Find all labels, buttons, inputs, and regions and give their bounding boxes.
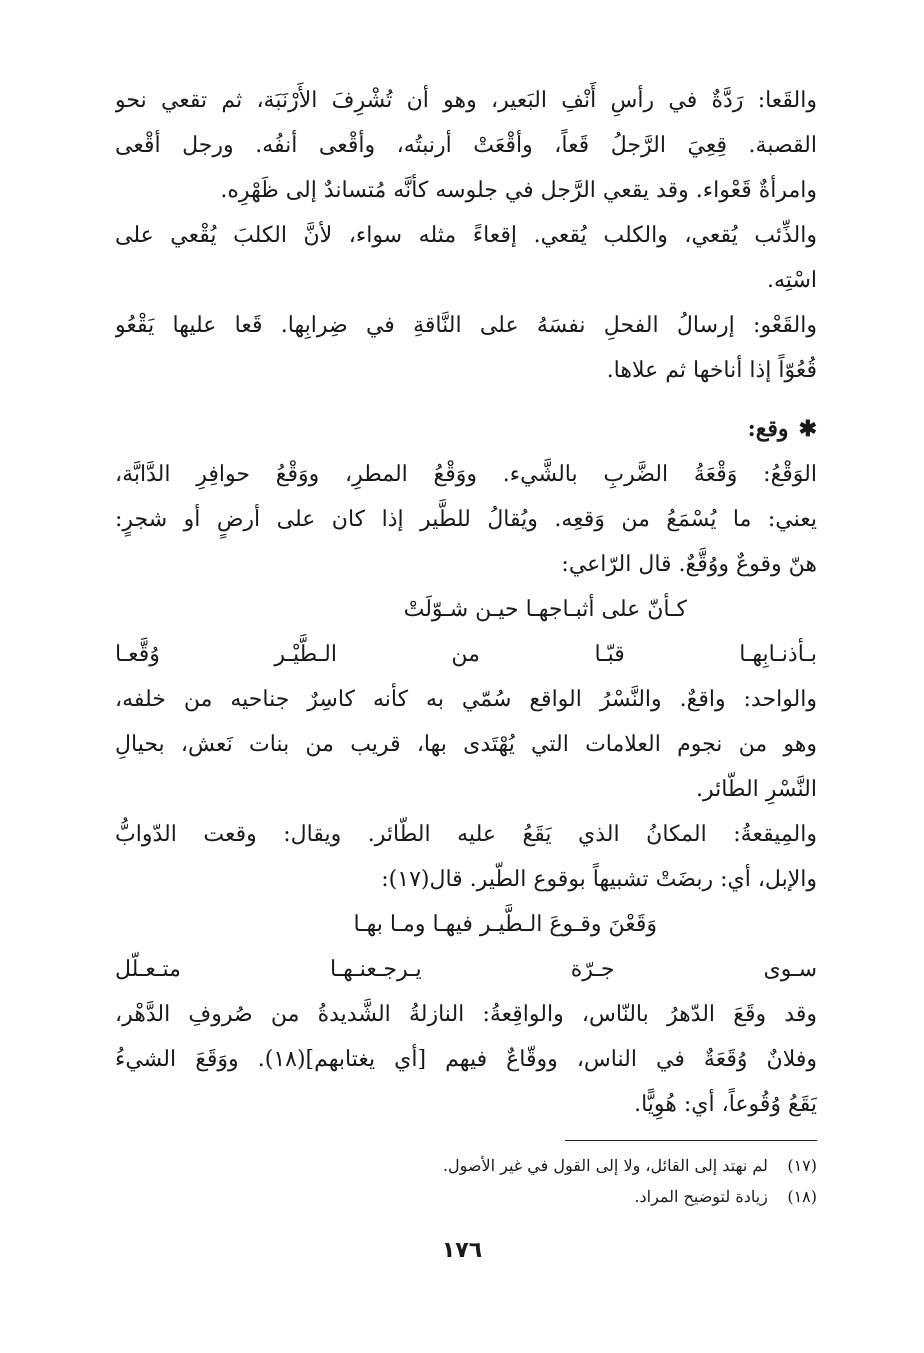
text-line: وفلانٌ وُقَعَةٌ في الناس، ووقّاعٌ فيهم [أي يغتابهم](١٨). ووَقَعَ الشيءُ: [115, 1047, 817, 1072]
footnotes: [115, 1150, 817, 1212]
text-line: اسْتِه.: [767, 268, 817, 293]
footnote-number: (١٨): [787, 1187, 817, 1206]
text-line: والقَعْو: إرسالُ الفحلِ نفسَهُ على النَّاقةِ في ضِرابِها. قَعا عليها يَقْعُو: [115, 313, 817, 338]
text-line: وهو من نجوم العلامات التي يُهْتَدى بها، قريب من بنات نَعش، بحيالِ: [115, 732, 817, 757]
text-line: هنّ وقوعٌ ووُقَّعٌ. قال الرّاعي:: [561, 552, 817, 577]
page-number: ١٧٦: [441, 1238, 483, 1263]
verse-line: سـوى جـرّة يـرجـعنـهـا متـعـلّل: [115, 957, 817, 982]
text-line: النَّسْرِ الطّائر.: [695, 777, 817, 802]
text-line: والمِيقعةُ: المكانُ الذي يَقَعُ عليه الطّائر. ويقال: وقعت الدّوابُّ: [115, 822, 817, 847]
footnote-item: [115, 1181, 817, 1212]
text-line: يعني: ما يُسْمَعُ من وَقعِه. ويُقالُ للطَّير إذا كان على أرضٍ أو شجرٍ:: [115, 507, 817, 532]
text-line: والإبل، أي: ربضَتْ تشبيهاً بوقوع الطّير. قال(١٧):: [381, 867, 817, 892]
verse-line: بـأذنـابِهـا قبّـا من الـطَّيْـر وُقَّعـا: [115, 642, 817, 667]
paragraph-waqi: [115, 677, 817, 902]
footnote-divider: [565, 1140, 817, 1141]
paragraph-qa: [115, 78, 817, 393]
paragraph-waqia: [115, 992, 817, 1127]
footnote-number: (١٧): [787, 1156, 817, 1175]
entry-heading: [115, 407, 817, 452]
footnote-text: لم نهتد إلى القائل، ولا إلى القول في غير الأصول.: [442, 1156, 768, 1175]
page-body: [115, 78, 817, 1127]
text-line: وامرأةٌ قَعْواء. وقد يقعي الرَّجل في جلوسه كأنَّه مُتساندٌ إلى ظَهْرِه.: [220, 178, 817, 203]
verse-line: كـأنّ على أثبـاجهـا حيـن شـوّلَتْ: [403, 597, 687, 622]
verse-line: وَقَعْنَ وقـوعَ الـطَّيـر فيهـا ومـا بهـا: [353, 912, 657, 937]
text-line: القصبة. قِعِيَ الرَّجلُ قَعاً، وأقْعَتْ أرنبتُه، وأقْعى أنفُه. ورجل أقْعى: [115, 133, 817, 158]
verse-block: [115, 587, 817, 677]
paragraph-waqa: [115, 452, 817, 587]
text-line: وقد وقَعَ الدّهرُ بالنّاس، والواقِعةُ: النازلةُ الشَّديدةُ من صُروفِ الدَّهْر،: [115, 1002, 817, 1027]
text-line: الوَقْعُ: وَقْعَةُ الضَّربِ بالشَّيء. ووَقْعُ المطرِ، ووَقْعُ حوافِرِ الدَّابَّة،: [115, 462, 817, 487]
footnote-item: [115, 1150, 817, 1181]
text-line: والقَعا: رَدَّةٌ في رأسِ أَنْفِ البَعير، وهو أن تُشْرِفَ الأَرْنَبَة، ثم تقعي نحو: [115, 88, 817, 113]
footnote-text: زيادة لتوضيح المراد.: [634, 1187, 768, 1206]
text-line: يَقَعُ وُقُوعاً، أي: هُوِيًّا.: [634, 1092, 817, 1117]
text-line: والواحد: واقعٌ. والنَّسْرُ الواقع سُمّي به كأنه كاسِرٌ جناحيه من خلفه،: [115, 687, 817, 712]
verse-block: [115, 902, 817, 992]
text-line: والذِّئب يُقعي، والكلب يُقعي. إقعاءً مثله سواء، لأنَّ الكلبَ يُقْعي على: [115, 223, 817, 248]
entry-heading-text: وقع:: [747, 416, 789, 442]
text-line: قُعُوّاً إذا أناخها ثم علاها.: [606, 358, 817, 383]
asterisk-icon: ✱: [798, 416, 817, 442]
